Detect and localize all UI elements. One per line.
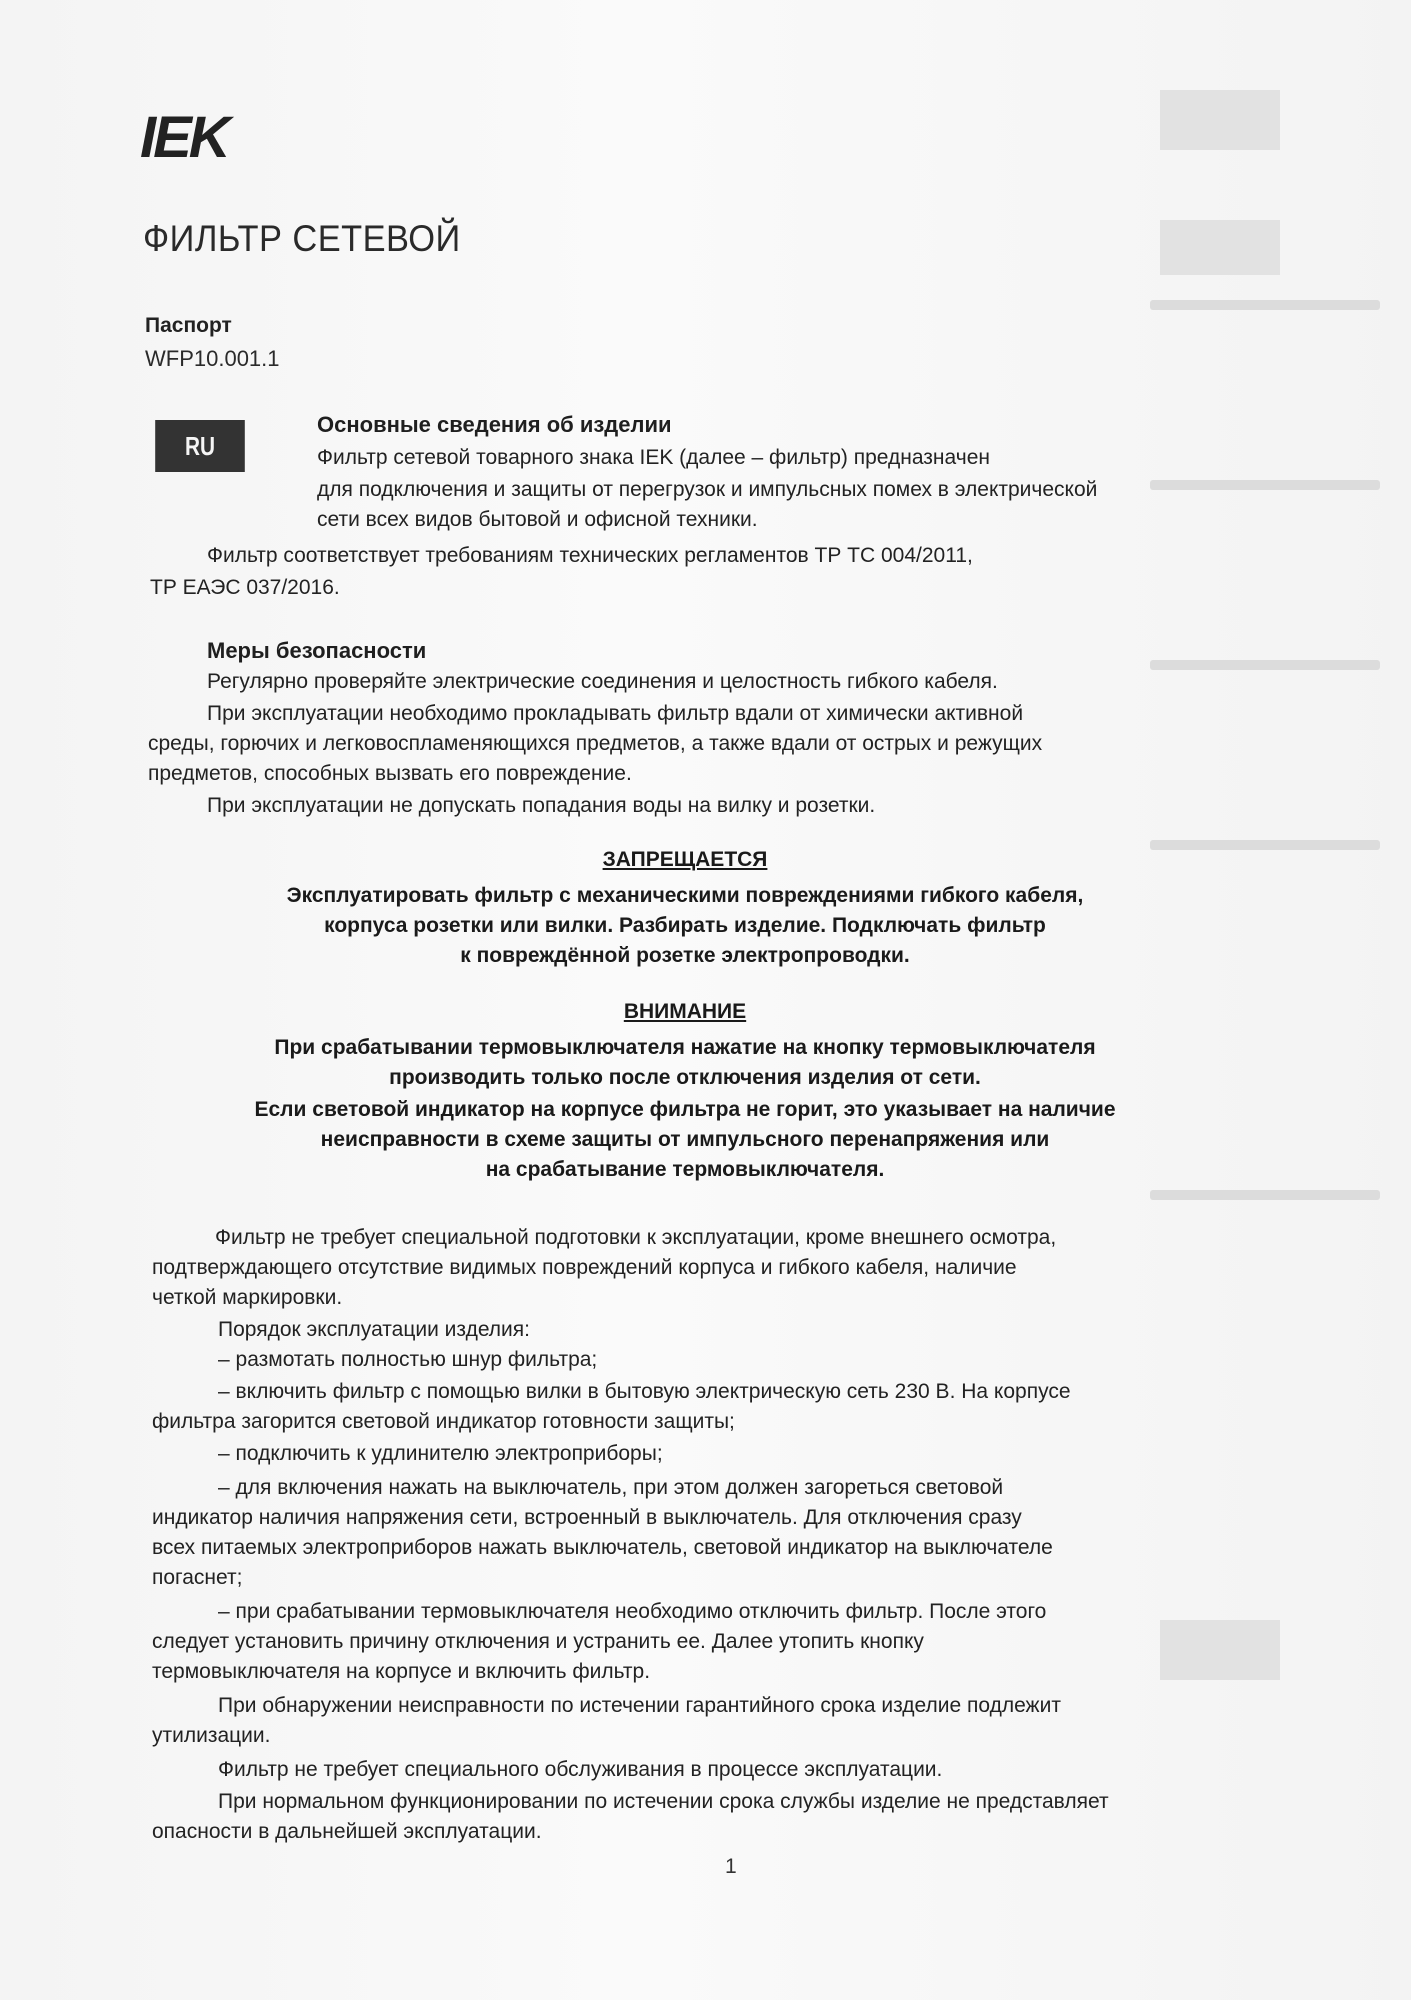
paragraph-line: сети всех видов бытовой и офисной техники. xyxy=(317,508,758,531)
paragraph-line: для подключения и защиты от перегрузок и импульсных помех в электрической xyxy=(317,478,1098,501)
list-item: – подключить к удлинителю электроприборы; xyxy=(218,1442,663,1465)
forbidden-heading: ЗАПРЕЩАЕТСЯ xyxy=(602,848,768,871)
paragraph-line: предметов, способных вызвать его повреждение. xyxy=(148,762,632,785)
bleed-through-mark xyxy=(1160,90,1280,150)
paragraph-line: Порядок эксплуатации изделия: xyxy=(218,1318,530,1341)
paragraph-line: Фильтр соответствует требованиям технических регламентов ТР ТС 004/2011, xyxy=(207,544,973,567)
warning-line: производить только после отключения изделия от сети. xyxy=(389,1066,981,1089)
iek-logo: IEK xyxy=(140,105,228,170)
passport-label: Паспорт xyxy=(145,314,232,337)
paragraph-line: ТР ЕАЭС 037/2016. xyxy=(150,576,340,599)
paragraph-line: среды, горючих и легковоспламеняющихся предметов, а также вдали от острых и режущих xyxy=(148,732,1043,755)
bleed-through-line xyxy=(1150,1190,1380,1200)
list-item: – для включения нажать на выключатель, при этом должен загореться световой xyxy=(218,1476,1004,1499)
warning-line: на срабатывание термовыключателя. xyxy=(485,1158,885,1181)
paragraph-line: термовыключателя на корпусе и включить фильтр. xyxy=(152,1660,651,1683)
warning-line: к повреждённой розетке электропроводки. xyxy=(460,944,910,967)
paragraph-line: Регулярно проверяйте электрические соединения и целостность гибкого кабеля. xyxy=(207,670,998,693)
paragraph-line: опасности в дальнейшей эксплуатации. xyxy=(152,1820,542,1843)
page-number: 1 xyxy=(725,1855,737,1878)
bleed-through-mark xyxy=(1160,220,1280,275)
paragraph-line: При обнаружении неисправности по истечении гарантийного срока изделие подлежит xyxy=(218,1694,1061,1717)
paragraph-line: погаснет; xyxy=(152,1566,243,1589)
list-item: – включить фильтр с помощью вилки в бытовую электрическую сеть 230 В. На корпусе xyxy=(218,1380,1071,1403)
paragraph-line: Фильтр не требует специального обслуживания в процессе эксплуатации. xyxy=(218,1758,943,1781)
warning-line: неисправности в схеме защиты от импульсного перенапряжения или xyxy=(320,1128,1050,1151)
paragraph-line: всех питаемых электроприборов нажать выключатель, световой индикатор на выключателе xyxy=(152,1536,1053,1559)
document-title: ФИЛЬТР СЕТЕВОЙ xyxy=(143,218,461,259)
list-item: – при срабатывании термовыключателя необходимо отключить фильтр. После этого xyxy=(218,1600,1047,1623)
paragraph-line: фильтра загорится световой индикатор готовности защиты; xyxy=(152,1410,735,1433)
model-code: WFP10.001.1 xyxy=(145,346,280,371)
paragraph-line: При эксплуатации необходимо прокладывать фильтр вдали от химически активной xyxy=(207,702,1024,725)
bleed-through-line xyxy=(1150,480,1380,490)
warning-line: Эксплуатировать фильтр с механическими повреждениями гибкого кабеля, xyxy=(286,884,1084,907)
bleed-through-line xyxy=(1150,300,1380,310)
paragraph-line: индикатор наличия напряжения сети, встроенный в выключатель. Для отключения сразу xyxy=(152,1506,1022,1529)
warning-line: При срабатывании термовыключателя нажатие на кнопку термовыключателя xyxy=(274,1036,1096,1059)
paragraph-line: четкой маркировки. xyxy=(152,1286,343,1309)
section-heading-safety: Меры безопасности xyxy=(207,638,427,663)
section-heading-general-info: Основные сведения об изделии xyxy=(317,412,672,437)
bleed-through-mark xyxy=(1160,1620,1280,1680)
paragraph-line: Фильтр не требует специальной подготовки к эксплуатации, кроме внешнего осмотра, xyxy=(215,1226,1057,1249)
paragraph-line: При нормальном функционировании по истечении срока службы изделие не представляет xyxy=(218,1790,1109,1813)
warning-line: корпуса розетки или вилки. Разбирать изделие. Подключать фильтр xyxy=(324,914,1046,937)
paragraph-line: При эксплуатации не допускать попадания воды на вилку и розетки. xyxy=(207,794,876,817)
paragraph-line: следует установить причину отключения и устранить ее. Далее утопить кнопку xyxy=(152,1630,924,1653)
language-badge: RU xyxy=(155,420,245,472)
paragraph-line: Фильтр сетевой товарного знака IEK (далее – фильтр) предназначен xyxy=(317,446,990,469)
warning-line: Если световой индикатор на корпусе фильтра не горит, это указывает на наличие xyxy=(254,1098,1116,1121)
list-item: – размотать полностью шнур фильтра; xyxy=(218,1348,598,1371)
bleed-through-line xyxy=(1150,660,1380,670)
attention-heading: ВНИМАНИЕ xyxy=(623,1000,747,1023)
paragraph-line: подтверждающего отсутствие видимых повреждений корпуса и гибкого кабеля, наличие xyxy=(152,1256,1017,1279)
paragraph-line: утилизации. xyxy=(152,1724,271,1747)
